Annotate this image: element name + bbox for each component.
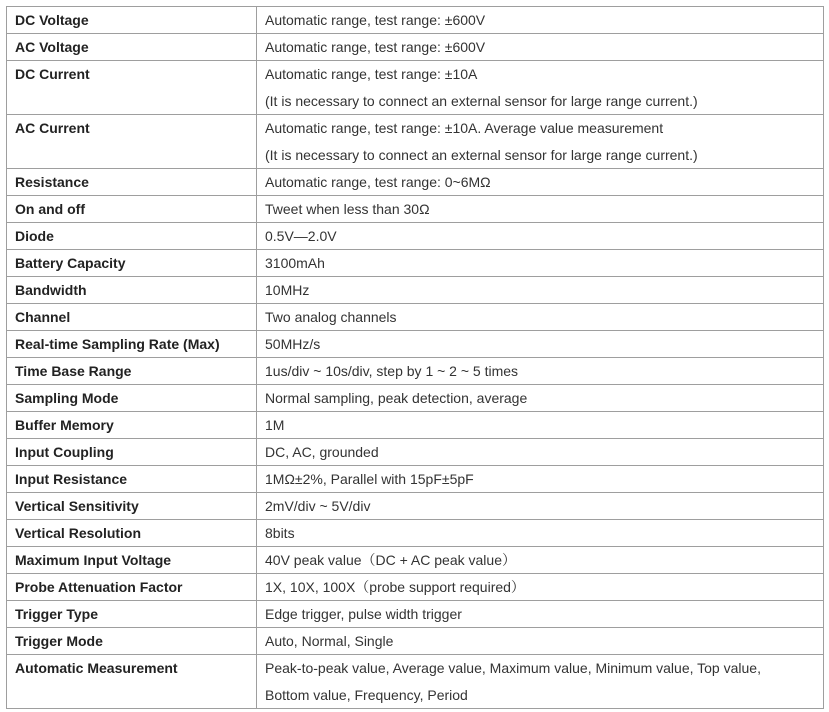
spec-value-line: DC, AC, grounded: [265, 444, 379, 460]
spec-value: [257, 628, 824, 655]
spec-row: [7, 115, 824, 169]
spec-value-line: (It is necessary to connect an external sensor for large range current.): [265, 147, 698, 163]
spec-value: [257, 277, 824, 304]
spec-row: [7, 250, 824, 277]
spec-value: [257, 385, 824, 412]
spec-label: AC Current: [7, 115, 257, 169]
spec-label: Maximum Input Voltage: [7, 547, 257, 574]
spec-row: [7, 34, 824, 61]
spec-row: [7, 358, 824, 385]
spec-value-line: 1MΩ±2%, Parallel with 15pF±5pF: [265, 471, 474, 487]
spec-row: [7, 169, 824, 196]
spec-label: Bandwidth: [7, 277, 257, 304]
spec-value: [257, 61, 824, 115]
spec-value-line: Automatic range, test range: ±10A: [265, 66, 478, 82]
spec-value-line: Peak-to-peak value, Average value, Maximum value, Minimum value, Top value,: [265, 660, 761, 676]
spec-value-line: Automatic range, test range: 0~6MΩ: [265, 174, 491, 190]
spec-value: [257, 250, 824, 277]
spec-row: [7, 574, 824, 601]
spec-row: [7, 412, 824, 439]
spec-value: [257, 115, 824, 169]
spec-row: [7, 493, 824, 520]
spec-value-line: 1X, 10X, 100X（probe support required）: [265, 579, 525, 595]
spec-value-line: 3100mAh: [265, 255, 325, 271]
spec-value-line: (It is necessary to connect an external sensor for large range current.): [265, 93, 698, 109]
spec-value-line: 50MHz/s: [265, 336, 321, 352]
spec-row: [7, 7, 824, 34]
spec-row: [7, 439, 824, 466]
spec-row: [7, 277, 824, 304]
spec-row: [7, 385, 824, 412]
spec-value-line: Edge trigger, pulse width trigger: [265, 606, 462, 622]
spec-value: [257, 331, 824, 358]
spec-table-body: [7, 7, 824, 709]
spec-label: Diode: [7, 223, 257, 250]
spec-value: [257, 7, 824, 34]
spec-table: [6, 6, 824, 709]
spec-value: [257, 358, 824, 385]
spec-value-line: Two analog channels: [265, 309, 397, 325]
spec-value: [257, 493, 824, 520]
spec-value-line: 1M: [265, 417, 285, 433]
spec-value-line: Tweet when less than 30Ω: [265, 201, 430, 217]
spec-value: [257, 601, 824, 628]
spec-label: Vertical Resolution: [7, 520, 257, 547]
spec-label: On and off: [7, 196, 257, 223]
spec-label: Trigger Type: [7, 601, 257, 628]
spec-value-line: Auto, Normal, Single: [265, 633, 394, 649]
spec-value: [257, 223, 824, 250]
spec-row: [7, 655, 824, 709]
spec-value-line: 1us/div ~ 10s/div, step by 1 ~ 2 ~ 5 times: [265, 363, 519, 379]
spec-row: [7, 61, 824, 115]
spec-value: [257, 439, 824, 466]
spec-value-line: Automatic range, test range: ±600V: [265, 39, 486, 55]
spec-value-line: Normal sampling, peak detection, average: [265, 390, 528, 406]
spec-row: [7, 196, 824, 223]
spec-value: [257, 547, 824, 574]
spec-value: [257, 169, 824, 196]
spec-value: [257, 466, 824, 493]
spec-value: [257, 412, 824, 439]
spec-label: Real-time Sampling Rate (Max): [7, 331, 257, 358]
spec-label: Input Coupling: [7, 439, 257, 466]
spec-row: [7, 331, 824, 358]
spec-value-line: 10MHz: [265, 282, 310, 298]
spec-row: [7, 304, 824, 331]
spec-row: [7, 223, 824, 250]
spec-value: [257, 34, 824, 61]
spec-label: AC Voltage: [7, 34, 257, 61]
spec-row: [7, 628, 824, 655]
spec-value-line: Automatic range, test range: ±600V: [265, 12, 486, 28]
spec-label: Probe Attenuation Factor: [7, 574, 257, 601]
spec-row: [7, 547, 824, 574]
spec-row: [7, 520, 824, 547]
spec-value: [257, 196, 824, 223]
spec-value-line: 0.5V—2.0V: [265, 228, 337, 244]
spec-value-line: Automatic range, test range: ±10A. Average value measurement: [265, 120, 664, 136]
spec-label: Time Base Range: [7, 358, 257, 385]
spec-label: DC Current: [7, 61, 257, 115]
spec-value-line: 2mV/div ~ 5V/div: [265, 498, 371, 514]
spec-label: Buffer Memory: [7, 412, 257, 439]
spec-label: Vertical Sensitivity: [7, 493, 257, 520]
spec-label: Resistance: [7, 169, 257, 196]
spec-row: [7, 466, 824, 493]
spec-row: [7, 601, 824, 628]
spec-value-line: 40V peak value（DC + AC peak value）: [265, 552, 516, 568]
spec-value: [257, 574, 824, 601]
spec-label: Input Resistance: [7, 466, 257, 493]
spec-label: Sampling Mode: [7, 385, 257, 412]
spec-label: Automatic Measurement: [7, 655, 257, 709]
spec-label: DC Voltage: [7, 7, 257, 34]
spec-label: Battery Capacity: [7, 250, 257, 277]
spec-value-line: 8bits: [265, 525, 295, 541]
spec-value-line: Bottom value, Frequency, Period: [265, 687, 468, 703]
spec-value: [257, 655, 824, 709]
spec-value: [257, 520, 824, 547]
spec-label: Trigger Mode: [7, 628, 257, 655]
spec-label: Channel: [7, 304, 257, 331]
spec-value: [257, 304, 824, 331]
